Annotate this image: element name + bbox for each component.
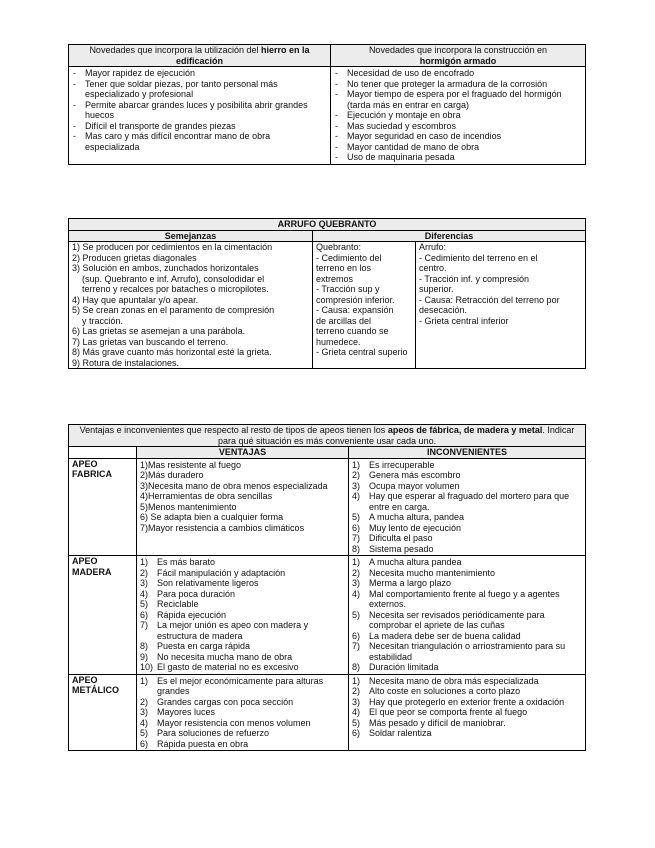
list-item: - Tener que soldar piezas, por tanto personal más especializado y profesional xyxy=(72,79,327,100)
quebranto-line: Quebranto: xyxy=(316,242,362,252)
arrufo-quebranto-table xyxy=(68,218,586,369)
arrufo-line: - Cedimiento del terreno en el xyxy=(419,252,538,263)
item-number: 3) xyxy=(140,707,149,717)
item-number: 6) xyxy=(140,609,149,620)
hierro-hormigon-table xyxy=(68,44,586,165)
item-number: 5) xyxy=(352,512,361,522)
arrufo-title: ARRUFO QUEBRANTO xyxy=(69,219,586,231)
list-item: - Permite abarcar grandes luces y posibilita abrir grandes huecos xyxy=(72,100,327,121)
item-text: El que peor se comporta frente al fuego xyxy=(369,707,528,717)
apeos-title xyxy=(69,425,586,447)
list-item: - Mas suciedad y escombros xyxy=(334,121,582,132)
row-label-line: APEO xyxy=(72,556,98,566)
list-item xyxy=(352,589,582,610)
metalico-inconvenientes xyxy=(349,674,586,751)
item-text: La mejor unión es apeo con madera y estructura de madera xyxy=(157,620,309,641)
item-number: 7) xyxy=(140,522,149,533)
fabrica-ventajas-list xyxy=(140,460,345,534)
apeo-fabrica-label xyxy=(69,458,137,556)
list-item xyxy=(140,523,345,534)
list-item xyxy=(140,599,345,610)
list-item: - Mayor tiempo de espera por el fraguado del hormigón (tarda más en entrar en carga) xyxy=(334,89,582,110)
ventajas-header: VENTAJAS xyxy=(137,447,349,459)
list-item xyxy=(352,523,582,534)
quebranto-line: extremos xyxy=(316,273,354,284)
hierro-cell xyxy=(69,67,331,165)
list-item xyxy=(140,589,345,600)
list-item xyxy=(140,557,345,568)
metalico-ventajas-list xyxy=(140,676,345,750)
quebranto-line: - Causa: expansión xyxy=(316,305,394,315)
item-number: 1) xyxy=(352,675,361,686)
arrufo-cell xyxy=(416,242,586,369)
item-text: Necesita mano de obra menos especializada xyxy=(148,480,328,491)
item-number: 5) xyxy=(140,599,149,609)
semejanza-line: terreno y recalces por bataches o micropilotes. xyxy=(82,284,269,294)
madera-inconvenientes-list xyxy=(352,557,582,673)
list-item xyxy=(352,676,582,687)
item-text: Hay que protegerlo en exterior frente a oxidación xyxy=(369,696,565,707)
item-text: Reciclable xyxy=(157,599,199,609)
item-number: 6) xyxy=(352,522,361,533)
item-number: 4) xyxy=(140,717,149,728)
semejanzas-cell xyxy=(69,242,313,369)
item-text: Se adapta bien a cualquier forma xyxy=(150,512,284,522)
item-text: No necesita mucha mano de obra xyxy=(157,651,293,662)
list-item xyxy=(352,512,582,523)
row-label-line: MADERA xyxy=(72,566,112,577)
quebranto-line: compresión inferior. xyxy=(316,294,395,305)
quebranto-line: terreno cuando se xyxy=(316,326,389,336)
arrufo-line: desecación. xyxy=(419,305,468,315)
item-text: Hay que esperar al fraguado del mortero para que entre en carga. xyxy=(369,491,570,512)
item-text: Para poca duración xyxy=(157,588,236,599)
item-text: Mas resistente al fuego xyxy=(148,459,242,470)
item-text: Mayor resistencia con menos volumen xyxy=(157,717,311,728)
diferencias-header: Diferencias xyxy=(313,230,586,242)
item-text: Ocupa mayor volumen xyxy=(369,480,460,491)
item-text: Para soluciones de refuerzo xyxy=(157,728,270,738)
item-number: 2) xyxy=(352,686,361,696)
item-number: 2) xyxy=(140,470,149,480)
item-text: Rápida puesta en obra xyxy=(157,738,249,749)
semejanza-line: 1) Se producen por cedimientos en la cimentación xyxy=(72,242,273,252)
semejanza-line: 7) Las grietas van buscando el terreno. xyxy=(72,336,229,347)
hierro-header-bold: hierro en la edificación xyxy=(175,45,310,66)
list-item xyxy=(352,491,582,512)
item-number: 8) xyxy=(140,641,149,651)
apeos-title-text: Ventajas e inconvenientes que respecto al resto de tipos de apeos tienen los xyxy=(79,425,388,435)
item-number: 3) xyxy=(140,578,149,588)
list-item xyxy=(352,686,582,697)
semejanza-line: 9) Rotura de instalaciones. xyxy=(72,357,180,368)
item-text: Fácil manipulación y adaptación xyxy=(157,567,286,578)
item-text: Herramientas de obra sencillas xyxy=(148,491,273,501)
list-item xyxy=(352,578,582,589)
list-item xyxy=(140,568,345,579)
item-number: 10) xyxy=(140,662,154,672)
empty-corner xyxy=(69,447,137,459)
item-number: 9) xyxy=(140,651,149,662)
item-text: Genera más escombro xyxy=(369,470,461,480)
hormigon-header-bold: hormigón armado xyxy=(419,55,497,66)
arrufo-line: - Grieta central inferior xyxy=(419,315,509,326)
item-number: 3) xyxy=(352,578,361,588)
item-text: Dificulta el paso xyxy=(369,533,433,543)
item-text: Necesitan triangulación o arriostramiento para su estabilidad xyxy=(369,641,566,662)
item-number: 4) xyxy=(352,588,361,599)
item-text: Necesita mucho mantenimiento xyxy=(369,567,496,578)
row-label-line: APEO xyxy=(72,458,98,469)
list-item: - Mayor seguridad en caso de incendios xyxy=(334,131,582,142)
list-item xyxy=(352,631,582,642)
list-item xyxy=(140,728,345,739)
item-text: Mayor resistencia a cambios climáticos xyxy=(148,522,305,533)
item-number: 6) xyxy=(352,728,361,738)
inconvenientes-header: INCONVENIENTES xyxy=(349,447,586,459)
list-item xyxy=(352,481,582,492)
arrufo-line: Arrufo: xyxy=(419,242,447,252)
list-item xyxy=(140,610,345,621)
item-text: Grandes cargas con poca sección xyxy=(157,696,294,707)
item-number: 2) xyxy=(352,567,361,578)
arrufo-line: superior. xyxy=(419,284,454,294)
item-text: Más duradero xyxy=(148,470,204,480)
list-item xyxy=(140,502,345,513)
quebranto-line: - Tracción sup y xyxy=(316,284,380,294)
item-number: 2) xyxy=(140,696,149,707)
item-text: Soldar ralentiza xyxy=(369,728,432,738)
fabrica-ventajas xyxy=(137,458,349,556)
list-item xyxy=(140,718,345,729)
quebranto-line: de arcillas del xyxy=(316,315,372,326)
item-number: 1) xyxy=(140,459,149,470)
metalico-ventajas xyxy=(137,674,349,751)
semejanza-line: 5) Se crean zonas en el paramento de compresión xyxy=(72,305,275,315)
list-item xyxy=(140,512,345,523)
row-label-line: FABRICA xyxy=(72,469,112,479)
quebranto-line: terreno en los xyxy=(316,263,372,273)
hormigon-header-text: Novedades que incorpora la construcción en xyxy=(368,45,548,55)
semejanzas-header: Semejanzas xyxy=(69,230,313,242)
item-text: La madera debe ser de buena calidad xyxy=(369,630,521,641)
item-text: Mal comportamiento frente al fuego y a agentes externos. xyxy=(369,588,560,609)
item-text: Sistema pesado xyxy=(369,543,434,554)
fabrica-inconvenientes xyxy=(349,458,586,556)
arrufo-line: - Causa: Retracción del terreno por xyxy=(419,294,560,305)
hierro-list xyxy=(72,68,327,152)
item-text: Muy lento de ejecución xyxy=(369,522,462,533)
item-number: 4) xyxy=(140,588,149,599)
item-number: 1) xyxy=(352,459,361,470)
semejanza-line: 4) Hay que apuntalar y/o apear. xyxy=(72,294,199,305)
list-item xyxy=(352,697,582,708)
item-text: Rápida ejecución xyxy=(157,609,227,620)
list-item xyxy=(140,460,345,471)
list-item xyxy=(140,578,345,589)
list-item xyxy=(140,481,345,492)
semejanza-line: 2) Producen grietas diagonales xyxy=(72,252,197,263)
list-item xyxy=(352,544,582,555)
madera-inconvenientes xyxy=(349,556,586,675)
item-number: 3) xyxy=(140,480,149,491)
list-item xyxy=(140,697,345,708)
item-text: Son relativamente ligeros xyxy=(157,578,259,588)
list-item xyxy=(352,610,582,631)
item-text: Alto coste en soluciones a corto plazo xyxy=(369,686,521,696)
semejanza-line: y tracción. xyxy=(82,315,124,326)
item-text: Es irrecuperable xyxy=(369,459,435,470)
item-text: Es el mejor económicamente para alturas grandes xyxy=(157,675,324,696)
item-number: 5) xyxy=(140,501,149,512)
semejanza-line: 8) Más grave cuanto más horizontal esté la grieta. xyxy=(72,347,272,357)
apeos-title-end: . Indicar para qué situación es más conveniente usar cada uno. xyxy=(217,425,575,446)
semejanza-line: 6) Las grietas se asemejan a una parábola. xyxy=(72,326,246,336)
item-text: Es más barato xyxy=(157,557,216,567)
item-number: 5) xyxy=(140,728,149,738)
list-item xyxy=(352,470,582,481)
list-item xyxy=(352,728,582,739)
item-number: 3) xyxy=(352,480,361,491)
item-number: 6) xyxy=(352,630,361,641)
list-item xyxy=(140,707,345,718)
list-item xyxy=(352,568,582,579)
item-number: 5) xyxy=(352,609,361,620)
madera-ventajas xyxy=(137,556,349,675)
item-number: 4) xyxy=(352,491,361,501)
item-number: 7) xyxy=(352,533,361,543)
hierro-header-text: Novedades que incorpora la utilización del xyxy=(89,45,262,55)
list-item xyxy=(140,662,345,673)
list-item xyxy=(140,470,345,481)
item-text: Menos mantenimiento xyxy=(148,501,237,512)
item-text: Mayores luces xyxy=(157,707,216,717)
item-text: Más pesado y difícil de maniobrar. xyxy=(369,717,506,728)
apeo-madera-label xyxy=(69,556,137,675)
semejanza-line: 3) Solución en ambos, zunchados horizontales xyxy=(72,263,259,273)
list-item xyxy=(352,533,582,544)
item-number: 4) xyxy=(140,491,149,501)
list-item xyxy=(140,491,345,502)
item-number: 3) xyxy=(352,696,361,707)
item-text: El gasto de material no es excesivo xyxy=(157,662,299,672)
item-number: 5) xyxy=(352,717,361,728)
item-number: 4) xyxy=(352,707,361,717)
item-text: A mucha altura pandea xyxy=(369,557,462,567)
item-number: 8) xyxy=(352,543,361,554)
item-number: 7) xyxy=(352,641,361,651)
item-text: Necesita ser revisados periódicamente para comprobar el apriete de las cuñas xyxy=(369,609,545,630)
list-item: - Ejecución y montaje en obra xyxy=(334,110,582,121)
quebranto-line: - Grieta central superio xyxy=(316,347,408,357)
hormigon-header xyxy=(331,45,586,67)
quebranto-line: humedece. xyxy=(316,336,361,347)
list-item: - Mayor cantidad de mano de obra xyxy=(334,142,582,153)
list-item: - Uso de maquinaria pesada xyxy=(334,152,582,163)
list-item xyxy=(352,460,582,471)
list-item: - Necesidad de uso de encofrado xyxy=(334,68,582,79)
item-text: Merma a largo plazo xyxy=(369,578,452,588)
list-item xyxy=(140,676,345,697)
apeos-table xyxy=(68,424,586,751)
apeos-title-bold: apeos de fábrica, de madera y metal xyxy=(387,425,543,435)
list-item xyxy=(140,652,345,663)
arrufo-line: centro. xyxy=(419,263,447,273)
madera-ventajas-list xyxy=(140,557,345,673)
item-number: 1) xyxy=(352,557,361,567)
metalico-inconvenientes-list xyxy=(352,676,582,739)
list-item xyxy=(352,662,582,673)
hierro-header xyxy=(69,45,331,67)
item-text: Puesta en carga rápida xyxy=(157,641,251,651)
hormigon-cell xyxy=(331,67,586,165)
item-number: 7) xyxy=(140,620,149,630)
item-text: A mucha altura, pandea xyxy=(369,512,465,522)
list-item xyxy=(140,739,345,750)
arrufo-line: - Tracción inf. y compresión xyxy=(419,273,530,284)
item-number: 2) xyxy=(140,567,149,578)
list-item xyxy=(140,620,345,641)
list-item xyxy=(352,557,582,568)
item-number: 2) xyxy=(352,470,361,480)
list-item: - Mayor rapidez de ejecución xyxy=(72,68,327,79)
list-item: - No tener que proteger la armadura de la corrosión xyxy=(334,79,582,90)
list-item xyxy=(352,641,582,662)
quebranto-line: - Cedimiento del xyxy=(316,252,382,263)
list-item xyxy=(140,641,345,652)
item-number: 1) xyxy=(140,557,149,567)
row-label-line: APEO xyxy=(72,674,98,685)
quebranto-cell xyxy=(313,242,416,369)
apeo-metalico-label xyxy=(69,674,137,751)
fabrica-inconvenientes-list xyxy=(352,460,582,555)
hormigon-list xyxy=(334,68,582,163)
list-item xyxy=(352,718,582,729)
item-number: 6) xyxy=(140,738,149,749)
list-item: - Difícil el transporte de grandes piezas xyxy=(72,121,327,132)
item-number: 6) xyxy=(140,512,149,522)
list-item xyxy=(352,707,582,718)
list-item: - Mas caro y más difícil encontrar mano de obra especializada xyxy=(72,131,327,152)
item-text: Duración limitada xyxy=(369,662,439,672)
item-number: 1) xyxy=(140,675,149,686)
row-label-line: METÁLICO xyxy=(72,685,119,695)
item-text: Necesita mano de obra más especializada xyxy=(369,675,539,686)
semejanza-line: (sup. Quebranto e inf. Arrufo), consolodidar el xyxy=(82,273,265,284)
item-number: 8) xyxy=(352,662,361,672)
